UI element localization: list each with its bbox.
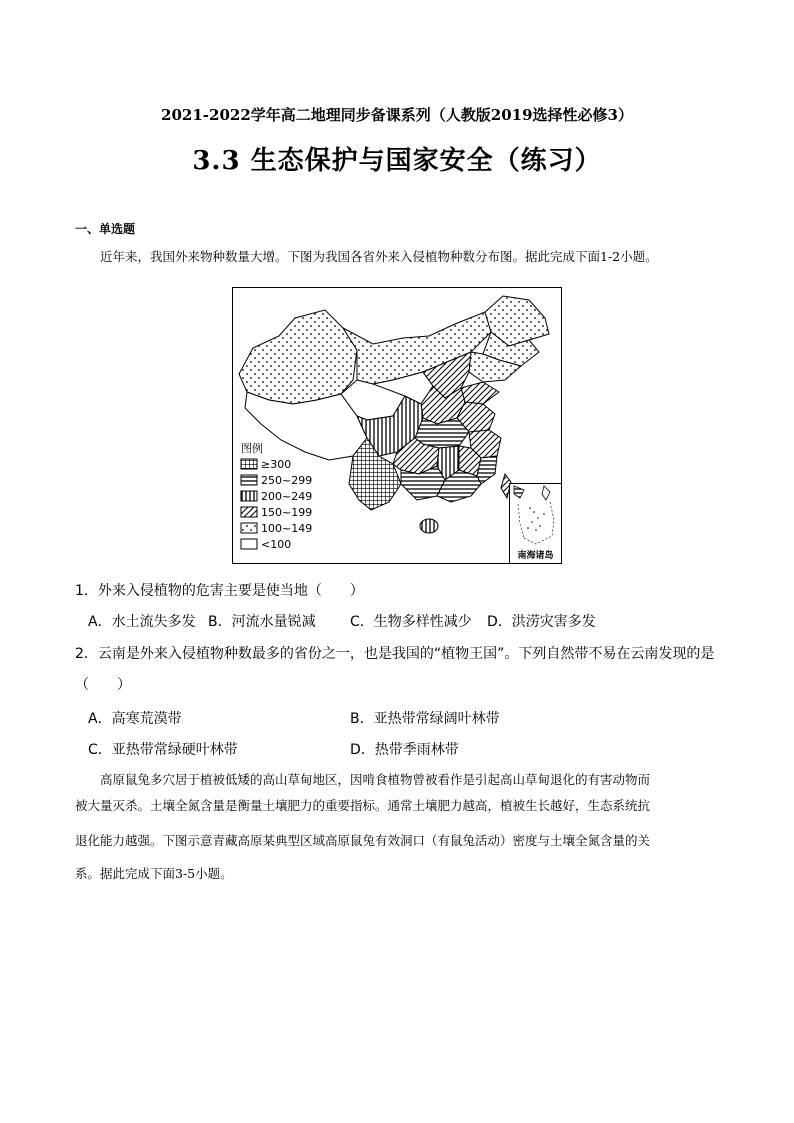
q1-option-d: D．洪涝灾害多发 [487, 614, 596, 630]
q2-option-b: B．亚热带常绿阔叶林带 [350, 711, 500, 727]
series-header: 2021-2022学年高二地理同步备课系列（人教版2019选择性必修3） [161, 106, 633, 124]
question-1-stem: 1．外来入侵植物的危害主要是使当地（ ） [75, 583, 364, 599]
legend-label-5: 100~149 [261, 522, 313, 535]
legend-item-1 [241, 458, 291, 471]
legend-title: 图例 [241, 442, 263, 455]
legend-label-3: 200~249 [261, 490, 313, 503]
legend-item-6 [241, 538, 291, 551]
intro-paragraph-2-line-4: 系。据此完成下面3-5小题。 [75, 866, 233, 881]
q1-option-c: C．生物多样性减少 [350, 614, 472, 630]
q2-option-a: A．高寒荒漠带 [88, 711, 182, 727]
region-fujian [477, 456, 497, 484]
q2-option-d: D．热带季雨林带 [350, 742, 459, 758]
map-legend [241, 441, 312, 551]
south-china-sea-inset [509, 483, 562, 564]
legend-label-6: <100 [261, 538, 292, 551]
question-2-stem: 2．云南是外来入侵植物种数最多的省份之一，也是我国的“植物王国”。下列自然带不易在云南发现的是 [75, 646, 715, 662]
section-heading: 一、单选题 [75, 222, 136, 236]
intro-paragraph-2-line-3: 退化能力越强。下图示意青藏高原某典型区域高原鼠兔有效洞口（有鼠兔活动）密度与土壤全氮含量的关 [75, 833, 651, 848]
question-2-stem-end: （ ） [75, 677, 131, 693]
region-shandong [461, 382, 499, 404]
intro-paragraph-2-line-2: 被大量灭杀。土壤全氮含量是衡量土壤肥力的重要指标。通常土壤肥力越高，植被生长越好，生态系统抗 [75, 798, 651, 813]
legend-item-2 [241, 474, 312, 487]
region-xinjiang [239, 310, 357, 404]
legend-item-4 [241, 506, 312, 519]
region-hainan [420, 519, 438, 533]
legend-label-2: 250~299 [261, 474, 313, 487]
legend-item-5 [241, 522, 312, 535]
q2-option-c: C．亚热带常绿硬叶林带 [88, 742, 238, 758]
q1-option-b: B．河流水量锐减 [208, 614, 316, 630]
q1-option-a: A．水土流失多发 [88, 614, 196, 630]
intro-paragraph-2-line-1: 高原鼠兔多穴居于植被低矮的高山草甸地区，因啃食植物曾被看作是引起高山草甸退化的有害动物而 [100, 772, 651, 787]
legend-label-1: ≥300 [261, 458, 292, 471]
legend-label-4: 150~199 [261, 506, 313, 519]
intro-paragraph-1: 近年来，我国外来物种数量大增。下图为我国各省外来入侵植物种数分布图。据此完成下面1-2小题。 [100, 249, 658, 264]
page-title: 3.3 生态保护与国家安全（练习） [192, 146, 602, 176]
legend-item-3 [241, 490, 312, 503]
inset-label: 南海诸岛 [517, 551, 554, 561]
